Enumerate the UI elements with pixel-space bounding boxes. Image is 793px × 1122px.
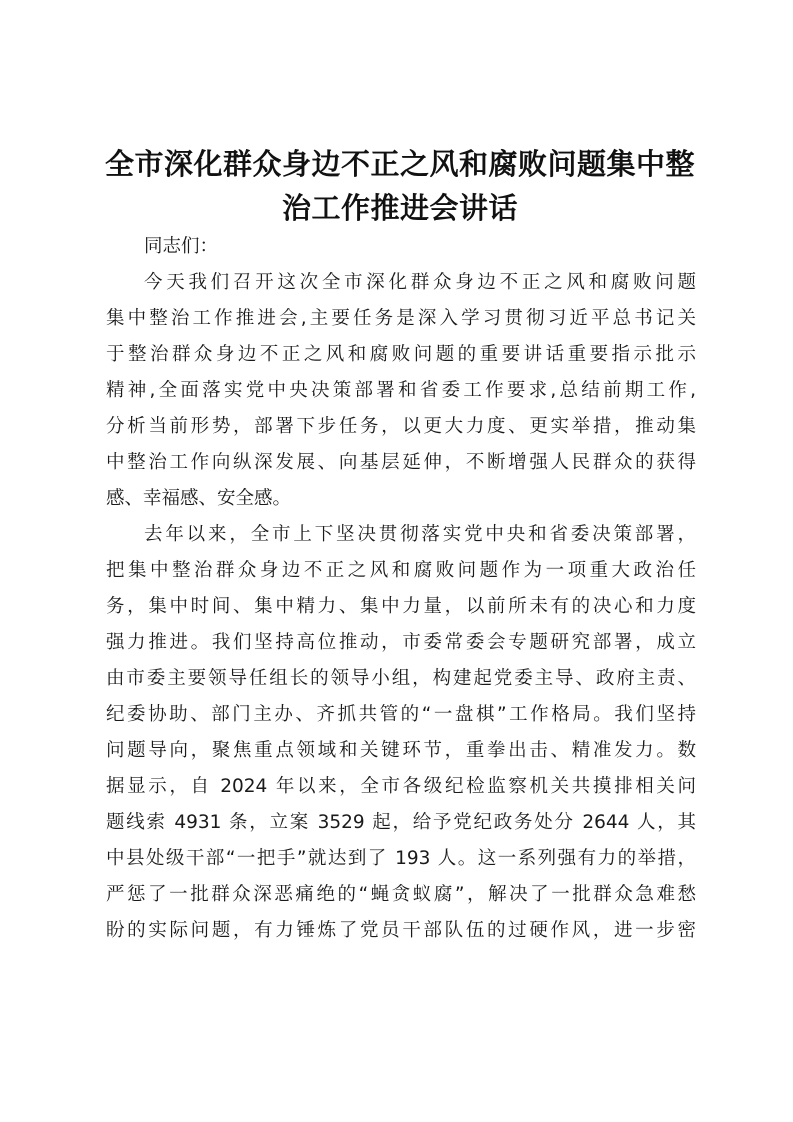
paragraph-line: 务，集中时间、集中精力、集中力量，以前所未有的决心和力度 bbox=[106, 596, 696, 617]
paragraph-line: 中县处级干部“一把手”就达到了 193 人。这一系列强有力的举措， bbox=[106, 848, 696, 869]
paragraph-line: 精神,全面落实党中央决策部署和省委工作要求,总结前期工作, bbox=[106, 380, 696, 401]
paragraph-line: 中整治工作向纵深发展、向基层延伸，不断增强人民群众的获得 bbox=[106, 452, 696, 473]
paragraph-line: 分析当前形势，部署下步任务，以更大力度、更实举措，推动集 bbox=[106, 416, 696, 437]
paragraph-line: 问题导向，聚焦重点领域和关键环节，重拳出击、精准发力。数 bbox=[106, 740, 696, 761]
paragraph-line: 去年以来，全市上下坚决贯彻落实党中央和省委决策部署， bbox=[144, 524, 696, 545]
paragraph-line: 严惩了一批群众深恶痛绝的“蝇贪蚁腐”，解决了一批群众急难愁 bbox=[106, 884, 696, 905]
paragraph-line: 据显示，自 2024 年以来，全市各级纪检监察机关共摸排相关问 bbox=[106, 776, 696, 797]
paragraph-line: 集中整治工作推进会,主要任务是深入学习贯彻习近平总书记关 bbox=[106, 308, 696, 329]
paragraph-line: 盼的实际问题，有力锤炼了党员干部队伍的过硬作风，进一步密 bbox=[106, 920, 696, 941]
document-title bbox=[100, 142, 700, 230]
title-line: 全市深化群众身边不正之风和腐败问题集中整 bbox=[104, 147, 695, 181]
paragraph-line: 题线索 4931 条，立案 3529 起，给予党纪政务处分 2644 人，其 bbox=[106, 812, 696, 833]
paragraph-line: 强力推进。我们坚持高位推动，市委常委会专题研究部署，成立 bbox=[106, 632, 696, 653]
document-body bbox=[106, 229, 696, 949]
salutation: 同志们： bbox=[144, 236, 219, 257]
paragraph-line: 于整治群众身边不正之风和腐败问题的重要讲话重要指示批示 bbox=[106, 344, 696, 365]
paragraph-line: 感、幸福感、安全感。 bbox=[106, 488, 292, 509]
paragraph-line: 今天我们召开这次全市深化群众身边不正之风和腐败问题 bbox=[144, 272, 696, 293]
paragraph-progress bbox=[106, 517, 696, 949]
paragraph-line: 纪委协助、部门主办、齐抓共管的“一盘棋”工作格局。我们坚持 bbox=[106, 704, 696, 725]
paragraph-line: 把集中整治群众身边不正之风和腐败问题作为一项重大政治任 bbox=[106, 560, 696, 581]
paragraph-line: 由市委主要领导任组长的领导小组，构建起党委主导、政府主责、 bbox=[106, 668, 696, 689]
paragraph-intro bbox=[106, 265, 696, 517]
title-line: 治工作推进会讲话 bbox=[281, 191, 518, 225]
